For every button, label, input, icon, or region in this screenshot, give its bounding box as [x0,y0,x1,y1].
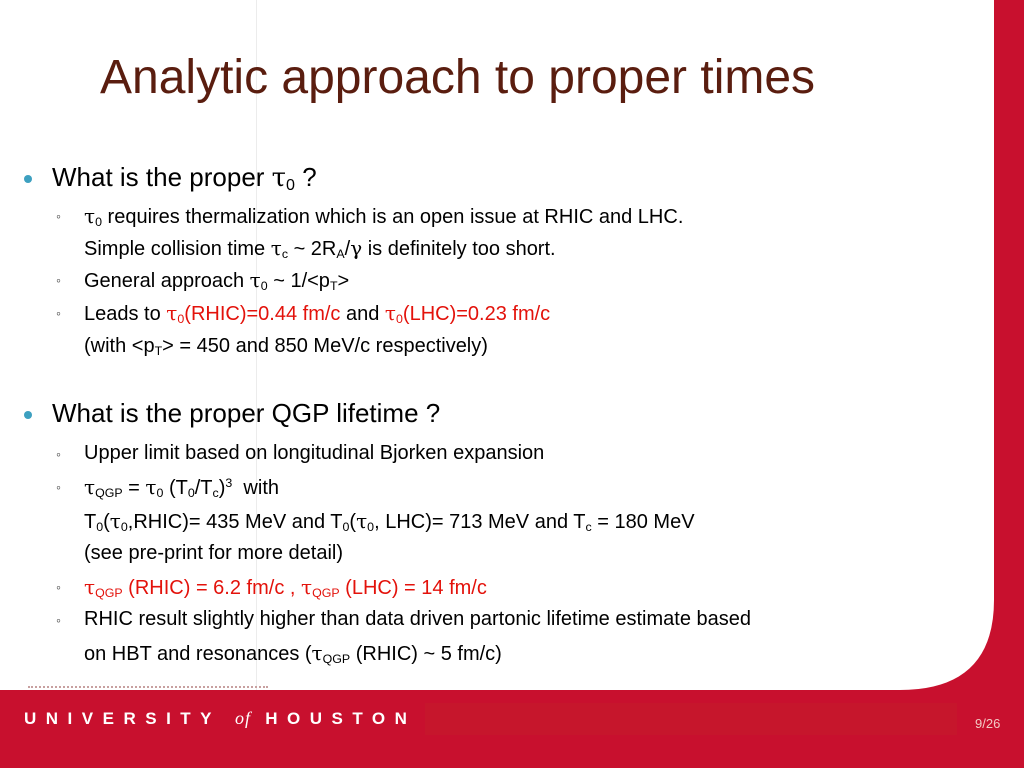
list-item: General approach $\tau_0$ ~ $1/<p_T>$ [84,268,350,294]
list-item: $\tau_{QGP} = \tau_0$ $(T_0/T_c)^3$ with [84,475,279,501]
section-heading-1: What is the proper $\tau_0$ ? [52,162,317,195]
sub-bullet-icon: ◦ [56,479,61,495]
bullet-dot-icon [24,175,32,183]
sub-bullet-icon: ◦ [56,208,61,224]
slide-title: Analytic approach to proper times [100,51,816,104]
section-heading-2: What is the proper QGP lifetime ? [52,398,441,428]
list-item: Leads to $\tau_0(RHIC)=0.44$ fm/c and $\tau_0(LHC)=0.23$ fm/c [84,301,551,327]
page-number: 9/26 [975,716,1001,731]
sub-bullet-icon: ◦ [56,446,61,462]
list-item: Upper limit based on longitudinal Bjorken expansion [84,442,545,464]
list-item-continuation: (see pre-print for more detail) [84,542,343,564]
list-item-continuation: $T_0(\tau_0,RHIC)= 435$ MeV and $T_0(\tau_0$, LHC)= 713 MeV and $T_c = 180$ MeV [84,509,695,535]
list-item: RHIC result slightly higher than data driven partonic lifetime estimate based [84,608,751,630]
list-item-highlight: $\tau_{QGP}$ (RHIC) = 6.2 fm/c , $\tau_{QGP}$ (LHC) = 14 fm/c [84,575,487,601]
sub-bullet-icon: ◦ [56,305,61,321]
sub-bullet-icon: ◦ [56,579,61,595]
bullet-dot-icon [24,411,32,419]
list-item: $\tau_0$ requires thermalization which is an open issue at RHIC and LHC. [84,204,684,230]
sub-bullet-icon: ◦ [56,612,61,628]
list-item-continuation: on HBT and resonances ($\tau_{QGP}$ (RHIC) ~ 5 fm/c) [84,641,502,667]
sub-bullet-icon: ◦ [56,272,61,288]
university-logo: UNIVERSITY of HOUSTON [24,708,417,728]
list-item-continuation: Simple collision time $\tau_c$ ~ $2R_A/\gamma$ is definitely too short. [84,236,556,262]
list-item-continuation: (with $<p_T> = 450$ and 850 MeV/c respectively) [84,335,488,359]
